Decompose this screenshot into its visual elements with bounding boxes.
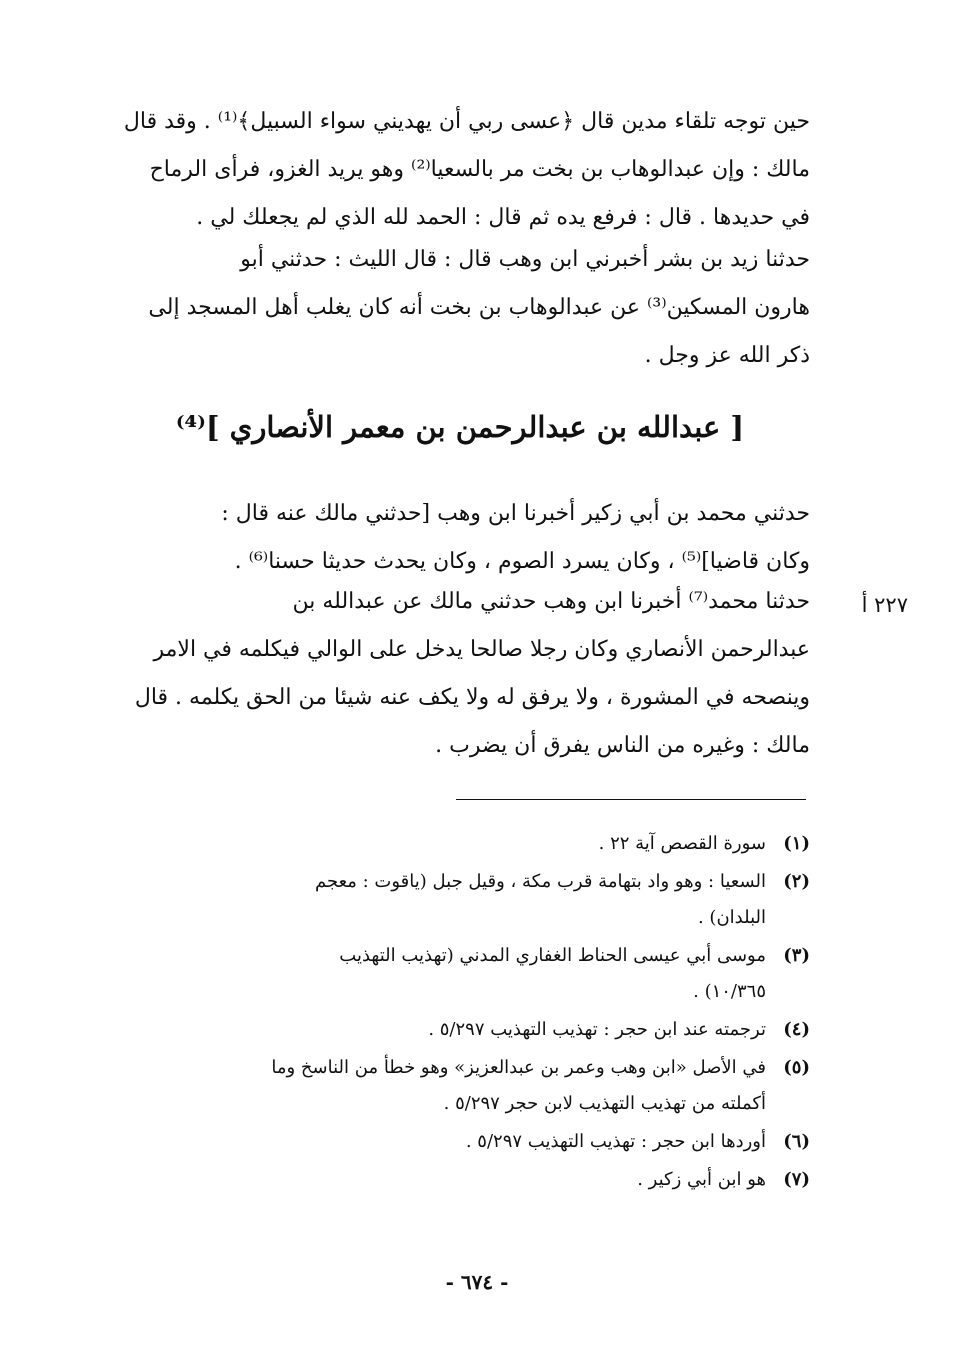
text-line: حدثنا محمد⁽⁷⁾ أخبرنا ابن وهب حدثني مالك عن عبدالله بن [292, 589, 810, 614]
footnote-7 [160, 1162, 810, 1198]
text-line: وينصحه في المشورة ، ولا يرفق له ولا يكف عنه شيئا من الحق يكلمه . قال [134, 685, 810, 710]
footnotes [160, 826, 810, 1200]
footnote-text: سورة القصص آية ٢٢ . [598, 833, 766, 854]
footnote-number: (٤) [783, 1019, 810, 1040]
paragraph-3 [110, 490, 810, 586]
footnote-number: (٢) [783, 871, 810, 892]
margin-folio-note: ٢٢٧ أ [861, 593, 908, 617]
footnote-text: أوردها ابن حجر : تهذيب التهذيب ٥/٢٩٧ . [465, 1131, 766, 1152]
footnote-number: (١) [783, 833, 810, 854]
footnote-6 [160, 1124, 810, 1160]
footnote-text: ترجمته عند ابن حجر : تهذيب التهذيب ٥/٢٩٧ . [428, 1019, 766, 1040]
footnote-continuation: البلدان) . [697, 907, 766, 928]
footnote-5 [160, 1050, 810, 1122]
footnote-number: (٦) [783, 1131, 810, 1152]
footnote-text: هو ابن أبي زكير . [637, 1169, 766, 1190]
text-line: ذكر الله عز وجل . [644, 343, 810, 368]
text-line: هارون المسكين⁽³⁾ عن عبدالوهاب بن بخت أنه كان يغلب أهل المسجد إلى [148, 295, 810, 320]
text-line: في حديدها . قال : فرفع يده ثم قال : الحمد لله الذي لم يجعلك لي . [196, 205, 810, 230]
footnote-separator [456, 799, 806, 800]
footnote-number: (٧) [783, 1169, 810, 1190]
footnote-1 [160, 826, 810, 862]
text-line: مالك : وغيره من الناس يفرق أن يضرب . [435, 733, 810, 758]
footnote-text: في الأصل «ابن وهب وعمر بن عبدالعزيز» وهو خطأ من الناسخ وما [271, 1057, 766, 1078]
paragraph-1 [110, 98, 810, 242]
section-heading: [ عبدالله بن عبدالرحمن بن معمر الأنصاري ]⁽⁴⁾ [175, 410, 745, 444]
footnote-text: السعيا : وهو واد بتهامة قرب مكة ، وقيل جبل (ياقوت : معجم [314, 871, 766, 892]
footnote-continuation: أكملته من تهذيب التهذيب لابن حجر ٥/٢٩٧ . [443, 1093, 766, 1114]
text-line: حين توجه تلقاء مدين قال ﴿عسى ربي أن يهديني سواء السبيل﴾⁽¹⁾ . وقد قال [123, 109, 810, 134]
paragraph-2 [110, 236, 810, 380]
footnote-number: (٣) [783, 945, 810, 966]
footnote-number: (٥) [783, 1057, 810, 1078]
text-line: وكان قاضيا]⁽⁵⁾ ، وكان يسرد الصوم ، وكان يحدث حديثا حسنا⁽⁶⁾ . [234, 549, 810, 574]
footnote-continuation: ١٠/٣٦٥) . [693, 981, 766, 1002]
footnote-2 [160, 864, 810, 936]
page-number: - ٦٧٤ - [445, 1270, 509, 1294]
footnote-4 [160, 1012, 810, 1048]
text-line: عبدالرحمن الأنصاري وكان رجلا صالحا يدخل على الوالي فيكلمه في الامر [153, 637, 810, 662]
text-line: حدثني محمد بن أبي زكير أخبرنا ابن وهب [حدثني مالك عنه قال : [221, 501, 810, 526]
text-line: مالك : وإن عبدالوهاب بن بخت مر بالسعيا⁽²⁾ وهو يريد الغزو، فرأى الرماح [149, 157, 810, 182]
footnote-text: موسى أبي عيسى الحناط الغفاري المدني (تهذيب التهذيب [339, 945, 766, 966]
text-line: حدثنا زيد بن بشر أخبرني ابن وهب قال : قال الليث : حدثني أبو [240, 247, 810, 272]
paragraph-4 [110, 578, 810, 770]
footnote-3 [160, 938, 810, 1010]
